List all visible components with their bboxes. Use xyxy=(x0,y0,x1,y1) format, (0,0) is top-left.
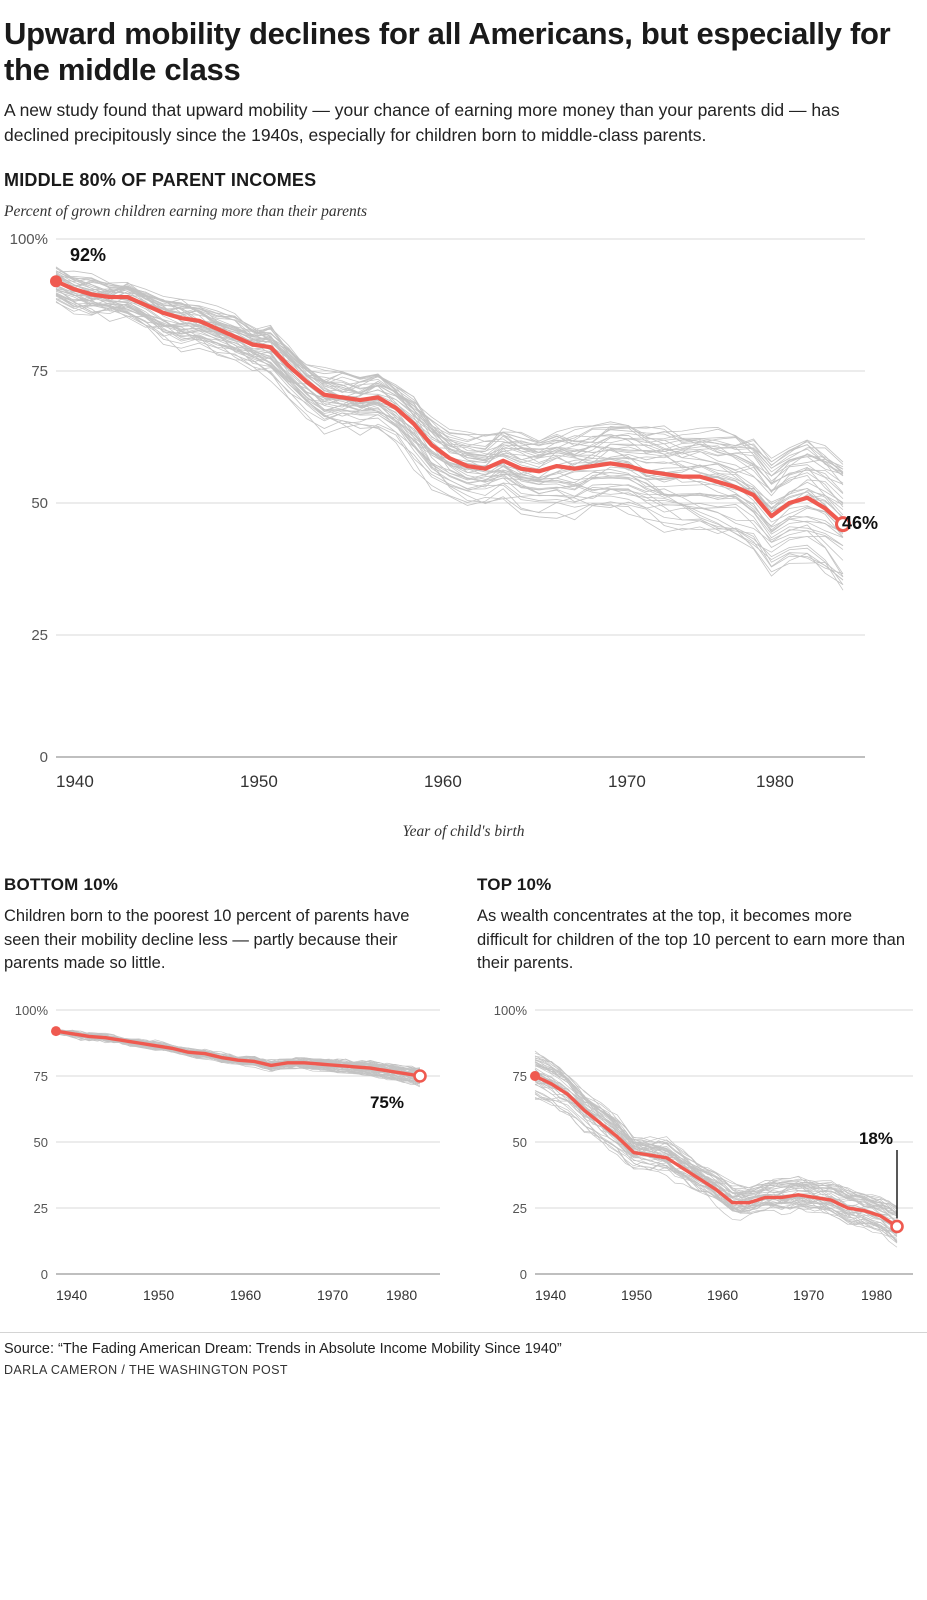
end-point-marker xyxy=(415,1071,426,1082)
y-tick-50: 50 xyxy=(33,1135,48,1151)
end-value-label: 18% xyxy=(858,1129,893,1149)
main-chart-title: MIDDLE 80% OF PARENT INCOMES xyxy=(4,169,317,190)
x-tick-1970: 1970 xyxy=(608,771,646,791)
x-tick-1940: 1940 xyxy=(56,771,94,791)
main-chart-svg xyxy=(0,229,927,829)
state-lines-group xyxy=(535,1051,897,1247)
x-tick-1970: 1970 xyxy=(793,1287,825,1304)
start-point-marker xyxy=(530,1071,540,1081)
y-tick-25: 25 xyxy=(33,1201,48,1217)
top10-dek: As wealth concentrates at the top, it becomes more difficult for children of the top 10 percent to earn more than their parents. xyxy=(477,906,906,973)
y-tick-50: 50 xyxy=(31,494,48,512)
end-value-label: 75% xyxy=(369,1093,404,1113)
y-tick-25: 25 xyxy=(512,1201,527,1217)
y-tick-100: 100% xyxy=(9,230,48,248)
page-dek: A new study found that upward mobility — your chance of earning more money than your parents did — has declined precipitously since the 1940s, especially for children born to middle-class parents. xyxy=(4,99,840,145)
x-tick-1950: 1950 xyxy=(240,771,278,791)
top10-chart-svg xyxy=(473,992,926,1322)
infographic-page xyxy=(0,16,927,1391)
end-point-marker xyxy=(892,1221,903,1232)
y-tick-100: 100% xyxy=(493,1003,527,1019)
y-tick-25: 25 xyxy=(31,626,48,644)
x-tick-1960: 1960 xyxy=(230,1287,262,1304)
main-chart-subtitle: Percent of grown children earning more than their parents xyxy=(4,202,368,220)
x-tick-1980: 1980 xyxy=(386,1287,418,1304)
x-tick-1950: 1950 xyxy=(143,1287,175,1304)
x-tick-1960: 1960 xyxy=(424,771,462,791)
start-value-label: 92% xyxy=(70,244,107,265)
bottom10-column xyxy=(0,875,463,1323)
x-tick-1970: 1970 xyxy=(317,1287,349,1304)
x-tick-1940: 1940 xyxy=(56,1287,88,1304)
y-tick-75: 75 xyxy=(512,1069,527,1085)
y-tick-75: 75 xyxy=(31,362,48,380)
x-tick-1960: 1960 xyxy=(707,1287,739,1304)
main-chart xyxy=(0,229,927,841)
small-charts-row xyxy=(0,875,927,1323)
source-note: Source: “The Fading American Dream: Trends in Absolute Income Mobility Since 1940” xyxy=(0,1332,927,1359)
top10-title: TOP 10% xyxy=(477,874,552,894)
bottom10-title: BOTTOM 10% xyxy=(4,874,119,894)
top10-column xyxy=(463,875,926,1323)
credit-line: DARLA CAMERON / THE WASHINGTON POST xyxy=(4,1363,288,1378)
end-value-label: 46% xyxy=(841,512,878,533)
start-point-marker xyxy=(50,275,62,287)
y-tick-0: 0 xyxy=(40,1267,48,1283)
y-tick-100: 100% xyxy=(14,1003,48,1019)
bottom10-chart-svg xyxy=(0,992,463,1322)
y-tick-50: 50 xyxy=(512,1135,527,1151)
y-tick-0: 0 xyxy=(39,748,48,766)
x-tick-1950: 1950 xyxy=(621,1287,653,1304)
main-x-axis-caption: Year of child's birth xyxy=(402,822,525,840)
page-title: Upward mobility declines for all Americans, but especially for the middle class xyxy=(4,16,891,87)
start-point-marker xyxy=(51,1026,61,1036)
x-tick-1940: 1940 xyxy=(535,1287,567,1304)
x-tick-1980: 1980 xyxy=(861,1287,893,1304)
bottom10-dek: Children born to the poorest 10 percent of parents have seen their mobility decline less — partly because their parents made so little. xyxy=(4,906,410,973)
x-tick-1980: 1980 xyxy=(756,771,794,791)
y-tick-75: 75 xyxy=(33,1069,48,1085)
y-tick-0: 0 xyxy=(519,1267,527,1283)
national-average-line xyxy=(56,1031,420,1076)
